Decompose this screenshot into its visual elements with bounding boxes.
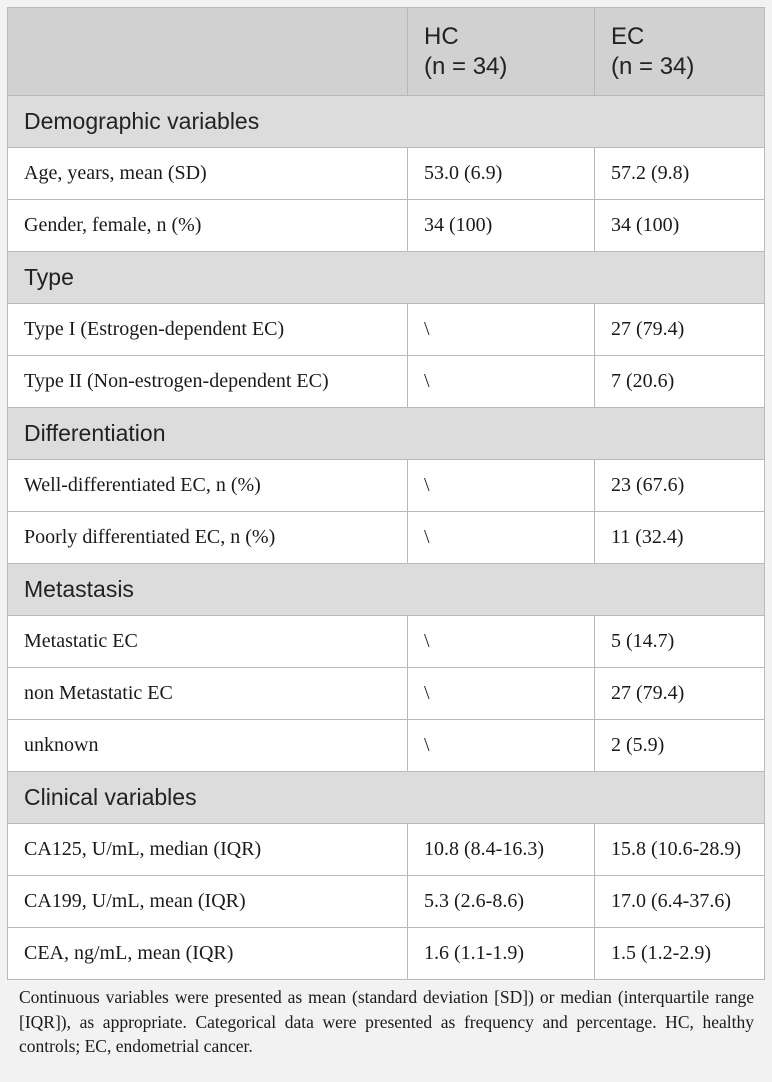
header-ec-count: (n = 34) (611, 52, 695, 80)
section-title: Differentiation (8, 408, 765, 460)
table-header-row (8, 8, 765, 96)
table-row (8, 512, 765, 564)
row-ec-value: 27 (79.4) (595, 304, 765, 356)
header-hc-count: (n = 34) (424, 52, 508, 80)
row-label: Well-differentiated EC, n (%) (8, 460, 408, 512)
row-hc-value: \ (408, 616, 595, 668)
table-row (8, 356, 765, 408)
table-row (8, 824, 765, 876)
row-ec-value: 57.2 (9.8) (595, 148, 765, 200)
row-label: CEA, ng/mL, mean (IQR) (8, 928, 408, 980)
row-label: Age, years, mean (SD) (8, 148, 408, 200)
row-ec-value: 2 (5.9) (595, 720, 765, 772)
characteristics-table (7, 7, 765, 980)
row-hc-value: \ (408, 512, 595, 564)
header-ec (595, 8, 765, 96)
row-ec-value: 34 (100) (595, 200, 765, 252)
table-row (8, 200, 765, 252)
row-label: non Metastatic EC (8, 668, 408, 720)
row-label: Poorly differentiated EC, n (%) (8, 512, 408, 564)
row-label: Type I (Estrogen-dependent EC) (8, 304, 408, 356)
row-hc-value: \ (408, 304, 595, 356)
header-hc-label: HC (424, 22, 459, 50)
section-title: Demographic variables (8, 96, 765, 148)
table-row (8, 720, 765, 772)
row-hc-value: 53.0 (6.9) (408, 148, 595, 200)
row-hc-value: 34 (100) (408, 200, 595, 252)
row-label: Metastatic EC (8, 616, 408, 668)
row-hc-value: 10.8 (8.4-16.3) (408, 824, 595, 876)
table-row (8, 668, 765, 720)
row-hc-value: \ (408, 356, 595, 408)
table-row (8, 876, 765, 928)
table-row (8, 148, 765, 200)
section-row (8, 772, 765, 824)
section-title: Type (8, 252, 765, 304)
row-hc-value: \ (408, 720, 595, 772)
table-row (8, 616, 765, 668)
section-row (8, 96, 765, 148)
row-ec-value: 11 (32.4) (595, 512, 765, 564)
row-label: unknown (8, 720, 408, 772)
row-ec-value: 1.5 (1.2-2.9) (595, 928, 765, 980)
section-row (8, 564, 765, 616)
section-row (8, 252, 765, 304)
row-ec-value: 7 (20.6) (595, 356, 765, 408)
row-label: Type II (Non-estrogen-dependent EC) (8, 356, 408, 408)
table-row (8, 304, 765, 356)
header-hc (408, 8, 595, 96)
row-hc-value: 5.3 (2.6-8.6) (408, 876, 595, 928)
characteristics-table-container (7, 7, 764, 980)
row-ec-value: 23 (67.6) (595, 460, 765, 512)
table-row (8, 460, 765, 512)
section-title: Clinical variables (8, 772, 765, 824)
row-hc-value: \ (408, 460, 595, 512)
row-ec-value: 15.8 (10.6-28.9) (595, 824, 765, 876)
row-hc-value: \ (408, 668, 595, 720)
header-variable (8, 8, 408, 96)
table-footnote: Continuous variables were presented as mean (standard deviation [SD]) or median (interquartile range [IQR]), as appropriate. Categorical data were presented as frequency and percentage. HC, healthy controls; EC, endometrial cancer. (19, 987, 754, 1056)
table-row (8, 928, 765, 980)
section-row (8, 408, 765, 460)
row-label: CA125, U/mL, median (IQR) (8, 824, 408, 876)
row-ec-value: 5 (14.7) (595, 616, 765, 668)
row-ec-value: 27 (79.4) (595, 668, 765, 720)
row-hc-value: 1.6 (1.1-1.9) (408, 928, 595, 980)
row-label: CA199, U/mL, mean (IQR) (8, 876, 408, 928)
row-ec-value: 17.0 (6.4-37.6) (595, 876, 765, 928)
row-label: Gender, female, n (%) (8, 200, 408, 252)
section-title: Metastasis (8, 564, 765, 616)
header-ec-label: EC (611, 22, 645, 50)
